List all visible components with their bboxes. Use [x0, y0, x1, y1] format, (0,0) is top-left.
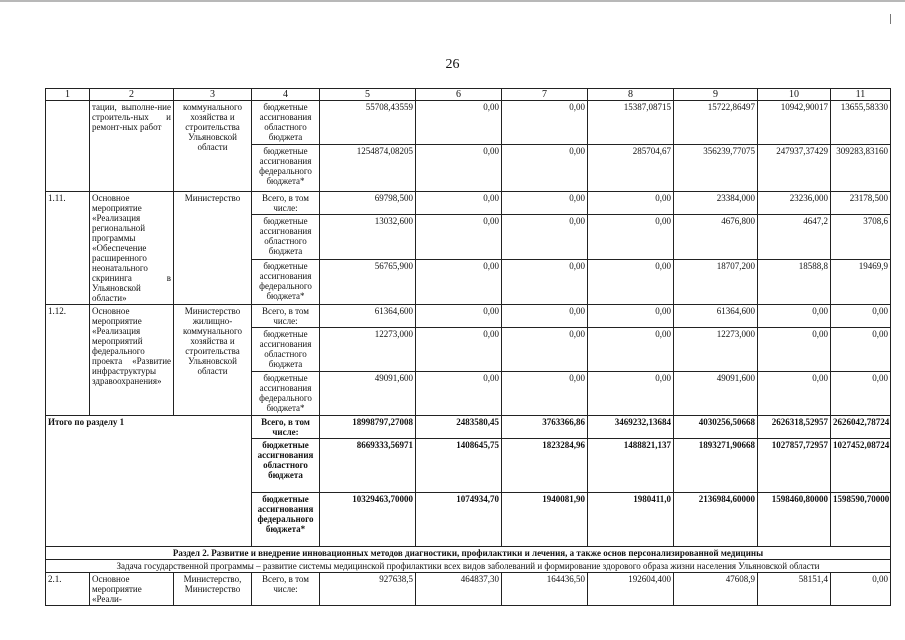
header-cell: 4 — [252, 89, 320, 101]
value-cell: 23178,500 — [831, 192, 891, 215]
value-cell: 164436,50 — [502, 573, 588, 606]
value-cell: 1027452,08724 — [831, 439, 891, 493]
scan-mark — [890, 14, 891, 24]
value-cell: 3708,6 — [831, 215, 891, 260]
value-cell: 1488821,137 — [588, 439, 674, 493]
value-cell: 49091,600 — [320, 372, 416, 416]
funding-source: Всего, в том числе: — [252, 192, 320, 215]
funding-source: бюджетные ассигнования областного бюджета — [252, 215, 320, 260]
value-cell: 356239,77075 — [674, 145, 758, 192]
header-cell: 11 — [831, 89, 891, 101]
value-cell: 3469232,13684 — [588, 416, 674, 439]
value-cell: 0,00 — [758, 328, 831, 372]
header-cell: 1 — [46, 89, 90, 101]
funding-source: бюджетные ассигнования федерального бюджета* — [252, 145, 320, 192]
value-cell: 0,00 — [831, 305, 891, 328]
header-cell: 3 — [174, 89, 252, 101]
activity-name: Основное мероприятие «Реализация мероприятий федерального проекта «Развитие инфраструктуры здравоохранения» — [90, 305, 174, 416]
value-cell: 23384,000 — [674, 192, 758, 215]
value-cell: 192604,400 — [588, 573, 674, 606]
header-cell: 8 — [588, 89, 674, 101]
value-cell: 12273,000 — [674, 328, 758, 372]
value-cell: 0,00 — [416, 215, 502, 260]
value-cell: 0,00 — [588, 328, 674, 372]
value-cell: 0,00 — [416, 305, 502, 328]
value-cell: 0,00 — [416, 192, 502, 215]
table-row — [46, 192, 891, 215]
value-cell: 1893271,90668 — [674, 439, 758, 493]
scan-edge — [0, 0, 905, 2]
value-cell: 0,00 — [502, 372, 588, 416]
value-cell: 1408645,75 — [416, 439, 502, 493]
value-cell: 0,00 — [416, 145, 502, 192]
value-cell: 927638,5 — [320, 573, 416, 606]
executor: коммунального хозяйства и строительства Ульяновской области — [174, 101, 252, 192]
executor: Министерство, Министерство — [174, 573, 252, 606]
value-cell: 56765,900 — [320, 260, 416, 305]
budget-table — [45, 88, 891, 606]
funding-source: бюджетные ассигнования областного бюджета — [252, 439, 320, 493]
task-text: Задача государственной программы – развитие системы медицинской профилактики всех видов заболеваний и формирование здорового образа жизни населения Ульяновской области — [46, 560, 891, 573]
task-row — [46, 560, 891, 573]
value-cell: 1598590,70000 — [831, 493, 891, 547]
value-cell: 0,00 — [416, 328, 502, 372]
value-cell: 3763366,86 — [502, 416, 588, 439]
funding-source: бюджетные ассигнования областного бюджета — [252, 328, 320, 372]
value-cell: 1980411,0 — [588, 493, 674, 547]
value-cell: 1598460,80000 — [758, 493, 831, 547]
value-cell: 0,00 — [588, 372, 674, 416]
value-cell: 0,00 — [831, 573, 891, 606]
value-cell: 2626318,52957 — [758, 416, 831, 439]
value-cell: 0,00 — [502, 101, 588, 145]
header-cell: 5 — [320, 89, 416, 101]
value-cell: 0,00 — [502, 260, 588, 305]
value-cell: 8669333,56971 — [320, 439, 416, 493]
value-cell: 1823284,96 — [502, 439, 588, 493]
value-cell: 4647,2 — [758, 215, 831, 260]
funding-source: бюджетные ассигнования федерального бюджета* — [252, 493, 320, 547]
value-cell: 0,00 — [831, 328, 891, 372]
value-cell: 0,00 — [831, 372, 891, 416]
value-cell: 0,00 — [416, 260, 502, 305]
row-number: 1.12. — [46, 305, 90, 416]
section-heading-row — [46, 547, 891, 560]
value-cell: 13032,600 — [320, 215, 416, 260]
value-cell: 4030256,50668 — [674, 416, 758, 439]
value-cell: 0,00 — [502, 192, 588, 215]
executor: Министерство жилищно-коммунального хозяйства и строительства Ульяновской области — [174, 305, 252, 416]
value-cell: 309283,83160 — [831, 145, 891, 192]
value-cell: 23236,000 — [758, 192, 831, 215]
value-cell: 49091,600 — [674, 372, 758, 416]
funding-source: Всего, в том числе: — [252, 573, 320, 606]
table-row — [46, 573, 891, 606]
page-number: 26 — [445, 57, 460, 72]
value-cell: 58151,4 — [758, 573, 831, 606]
value-cell: 0,00 — [502, 305, 588, 328]
value-cell: 13655,58330 — [831, 101, 891, 145]
value-cell: 4676,800 — [674, 215, 758, 260]
funding-source: Всего, в том числе: — [252, 305, 320, 328]
value-cell: 2483580,45 — [416, 416, 502, 439]
value-cell: 61364,600 — [674, 305, 758, 328]
value-cell: 0,00 — [758, 372, 831, 416]
value-cell: 0,00 — [502, 145, 588, 192]
value-cell: 2626042,78724 — [831, 416, 891, 439]
value-cell: 61364,600 — [320, 305, 416, 328]
value-cell: 0,00 — [588, 260, 674, 305]
value-cell: 247937,37429 — [758, 145, 831, 192]
row-number: 1.11. — [46, 192, 90, 305]
funding-source: Всего, в том числе: — [252, 416, 320, 439]
funding-source: бюджетные ассигнования областного бюджета — [252, 101, 320, 145]
header-cell: 10 — [758, 89, 831, 101]
value-cell: 0,00 — [502, 328, 588, 372]
value-cell: 1027857,72957 — [758, 439, 831, 493]
value-cell: 0,00 — [758, 305, 831, 328]
table-row — [46, 101, 891, 145]
header-cell: 6 — [416, 89, 502, 101]
value-cell: 0,00 — [588, 215, 674, 260]
value-cell: 1074934,70 — [416, 493, 502, 547]
header-cell: 2 — [90, 89, 174, 101]
value-cell: 0,00 — [502, 215, 588, 260]
value-cell: 464837,30 — [416, 573, 502, 606]
value-cell: 18588,8 — [758, 260, 831, 305]
activity-name: тации, выполне-ние строитель-ных и ремонт-ных работ — [90, 101, 174, 192]
value-cell: 0,00 — [416, 101, 502, 145]
value-cell: 285704,67 — [588, 145, 674, 192]
value-cell: 0,00 — [588, 192, 674, 215]
executor: Министерство — [174, 192, 252, 305]
value-cell: 0,00 — [588, 305, 674, 328]
row-number — [46, 101, 90, 192]
value-cell: 18998797,27008 — [320, 416, 416, 439]
value-cell: 15722,86497 — [674, 101, 758, 145]
value-cell: 55708,43559 — [320, 101, 416, 145]
funding-source: бюджетные ассигнования федерального бюджета* — [252, 372, 320, 416]
value-cell: 10329463,70000 — [320, 493, 416, 547]
value-cell: 2136984,60000 — [674, 493, 758, 547]
section-heading: Раздел 2. Развитие и внедрение инновационных методов диагностики, профилактики и лечения, а также основ персонализированной медицины — [46, 547, 891, 560]
activity-name: Основное мероприятие «Реализация региональной программы «Обеспечение расширенного неонатального скрининга в Ульяновской области» — [90, 192, 174, 305]
value-cell: 0,00 — [416, 372, 502, 416]
activity-name: Основное мероприятие «Реали- — [90, 573, 174, 606]
value-cell: 47608,9 — [674, 573, 758, 606]
header-cell: 7 — [502, 89, 588, 101]
value-cell: 1940081,90 — [502, 493, 588, 547]
table-row — [46, 305, 891, 328]
row-number: 2.1. — [46, 573, 90, 606]
value-cell: 69798,500 — [320, 192, 416, 215]
header-row — [46, 89, 891, 101]
value-cell: 15387,08715 — [588, 101, 674, 145]
value-cell: 19469,9 — [831, 260, 891, 305]
value-cell: 18707,200 — [674, 260, 758, 305]
funding-source: бюджетные ассигнования федерального бюджета* — [252, 260, 320, 305]
header-cell: 9 — [674, 89, 758, 101]
total-label: Итого по разделу 1 — [46, 416, 252, 547]
value-cell: 1254874,08205 — [320, 145, 416, 192]
total-row — [46, 416, 891, 439]
value-cell: 12273,000 — [320, 328, 416, 372]
value-cell: 10942,90017 — [758, 101, 831, 145]
